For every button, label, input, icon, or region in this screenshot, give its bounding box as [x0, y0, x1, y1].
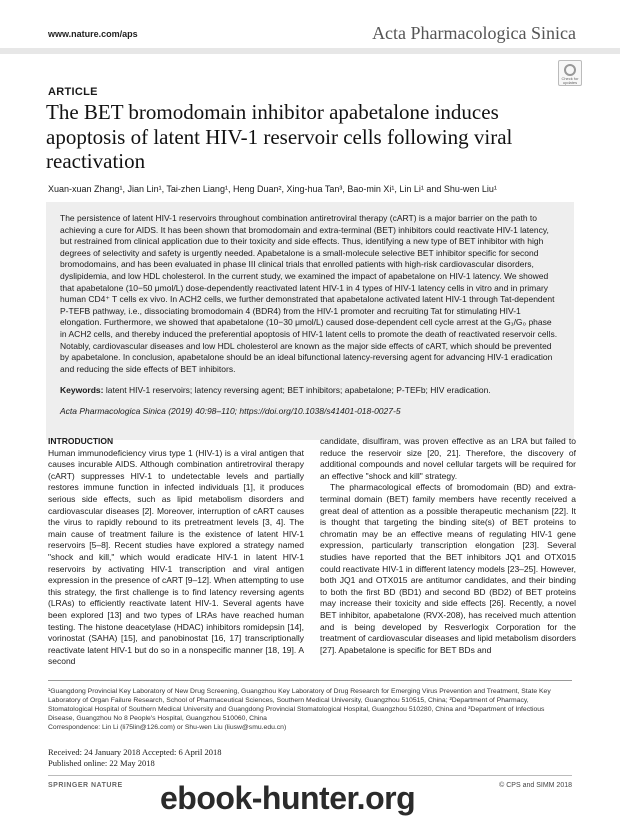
article-dates — [48, 747, 222, 769]
badge-label: Check for updates — [561, 76, 579, 85]
section-heading-introduction: INTRODUCTION — [48, 436, 114, 446]
keywords-label: Keywords: — [60, 385, 104, 396]
publisher-logo: SPRINGER NATURE — [48, 782, 123, 789]
correspondence: Correspondence: Lin Li (li75lin@126.com) or Shu-wen Liu (liusw@smu.edu.cn) — [48, 724, 287, 731]
citation[interactable]: Acta Pharmacologica Sinica (2019) 40:98–110; https://doi.org/10.1038/s41401-018-0027-5 — [60, 405, 401, 416]
author-list: Xuan-xuan Zhang¹, Jian Lin¹, Tai-zhen Liang¹, Heng Duan², Xing-hua Tan³, Bao-min Xi¹, Lin Li¹ and Shu-wen Liu¹ — [48, 184, 497, 194]
keywords — [60, 385, 560, 397]
check-for-updates-badge[interactable] — [558, 60, 582, 86]
footnote-divider — [48, 680, 572, 681]
watermark: ebook-hunter.org — [160, 780, 416, 816]
paragraph: Human immunodeficiency virus type 1 (HIV-1) is a viral antigen that causes incurable AIDS. Although combination antiretroviral therapy (cART) suppresses HIV-1 to undetectable levels and partially restores immune function in infected individuals [1], it produces serious side effects, such as lipid metabolism disorders and cardiovascular diseases [2]. Moreover, interruption of cART causes the virus to rapidly rebound to its pretreatment levels [3, 4]. The main cause of treatment failure is the existence of latent HIV-1 reservoirs [5–8]. Recent studies have explored a strategy named "shock and kill," which would eradicate HIV-1 in latent HIV-1 reservoirs by activating HIV-1 transcription and viral antigen expression in the presence of cART [9–12]. When attempting to use this strategy, the first challenge is to find latency reversing agents (LRAs) to efficiently reactivate latent HIV-1. Several agents have been explored [13] and two types of LRAs have reached human testing. The histone deacetylase (HDAC) inhibitors romidepsin [14], vorinostat (SAHA) [15], and panobinostat [16, 17] transcriptionally reactivate latent HIV-1 but do so in a nonspecific manner [18, 19]. A second — [48, 447, 304, 667]
abstract-box — [46, 202, 574, 440]
abstract-text: The persistence of latent HIV-1 reservoirs throughout combination antiretroviral therapy (cART) is a major barrier on the path to achieving a cure for AIDS. It has been shown that bromodomain and extra-terminal (BET) inhibitors could reactivate HIV-1 latency, but restrained from clinical application due to their toxicity and side effects. Thus, identifying a new type of BET inhibitor with high degrees of selectivity and safety is urgently needed. Apabetalone is a small-molecule selective BET inhibitor specific for second bromodomains, and has been evaluated in phase III clinical trials that enrolled patients with high-risk cardiovascular disorders, dyslipidemia, and low HDL cholesterol. In the current study, we examined the impact of apabetalone on HIV-1 latency. We showed that apabetalone (10−50 μmol/L) dose-dependently reactivated latent HIV-1 in 4 types of HIV-1 latency cells in vitro and in primary human CD4⁺ T cells ex vivo. In ACH2 cells, we further demonstrated that apabetalone activated latent HIV-1 through Tat-dependent P-TEFB pathway, i.e., dissociating bromodomain 4 (BDR4) from the HIV-1 promoter and recruiting Tat for stimulating HIV-1 elongation. Furthermore, we showed that apabetalone (10−30 μmol/L) caused dose-dependent cell cycle arrest at the G₁/G₀ phase in ACH2 cells, and thereby induced the preferential apoptosis of HIV-1 latent cells to promote the death of reactivated reservoir cells. Notably, cardiovascular diseases and low HDL cholesterol are known as the major side effects of cART, which should be prevented by apabetalone. In conclusion, apabetalone should be an ideal bifunctional latency-reversing agent for advancing HIV-1 eradication and reducing the side effects of BET inhibitors. — [60, 213, 558, 374]
article-title: The BET bromodomain inhibitor apabetalone induces apoptosis of latent HIV-1 reservoir cells following viral reactivation — [46, 100, 513, 173]
paragraph: candidate, disulfiram, was proven effective as an LRA but failed to reduce the reservoir size [20, 21]. Therefore, the discovery of additional compounds and novel cellular targets will be required for an effective "shock and kill" strategy. — [320, 436, 576, 481]
header-rule — [0, 48, 620, 54]
left-column — [48, 436, 304, 668]
footer-divider — [48, 775, 572, 776]
right-column — [320, 436, 576, 656]
copyright: © CPS and SIMM 2018 — [499, 782, 572, 789]
footnotes — [48, 687, 572, 732]
update-icon — [564, 64, 576, 76]
journal-name: Acta Pharmacologica Sinica — [372, 23, 576, 43]
affiliations: ¹Guangdong Provincial Key Laboratory of New Drug Screening, Guangzhou Key Laboratory of Drug Research for Emerging Virus Prevention and Treatment, State Key Laboratory of Organ Failure Research, School of Pharmaceutical Sciences, Southern Medical University, Guangzhou 510515, China; ²Department of Pharmacy, Stomatological Hospital of Southern Medical University and Guangdong Provincial Stomatological Hospital, Guangzhou 510280, China and ³Department of Infectious Disease, Guangzhou No 8 People's Hospital, Guangzhou 510060, China — [48, 688, 551, 722]
site-url[interactable]: www.nature.com/aps — [48, 29, 138, 39]
keywords-list: latent HIV-1 reservoirs; latency reversing agent; BET inhibitors; apabetalone; P-TEFb; HIV eradication. — [105, 385, 491, 396]
published-date: Published online: 22 May 2018 — [48, 758, 155, 768]
paragraph: The pharmacological effects of bromodomain (BD) and extra-terminal domain (BET) family members have recently received a great deal of attention as a possible therapeutic mechanism [22]. It is thought that targeting the binding site(s) of BET proteins to chromatin may be an effective means of regulating HIV-1 gene expression, particularly transcription elongation [23]. Several studies have reported that the BET inhibitors JQ1 and OTX015 could reactivate HIV-1 in different latency models [23–25]. However, both JQ1 and OTX015 are antitumor candidates, and their binding to both the first BD (BD1) and second BD (BD2) of BET proteins may increase their toxicity and side effects [26]. Recently, a novel BET inhibitor, apabetalone (RVX-208), has received much attention and is being developed by Resverlogix Corporation for the treatment of cardiovascular diseases and lipid metabolism disorders [27]. Apabetalone is specific for BET BDs and — [320, 482, 576, 655]
received-accepted-date: Received: 24 January 2018 Accepted: 6 April 2018 — [48, 747, 222, 757]
article-type-label: ARTICLE — [48, 86, 98, 98]
